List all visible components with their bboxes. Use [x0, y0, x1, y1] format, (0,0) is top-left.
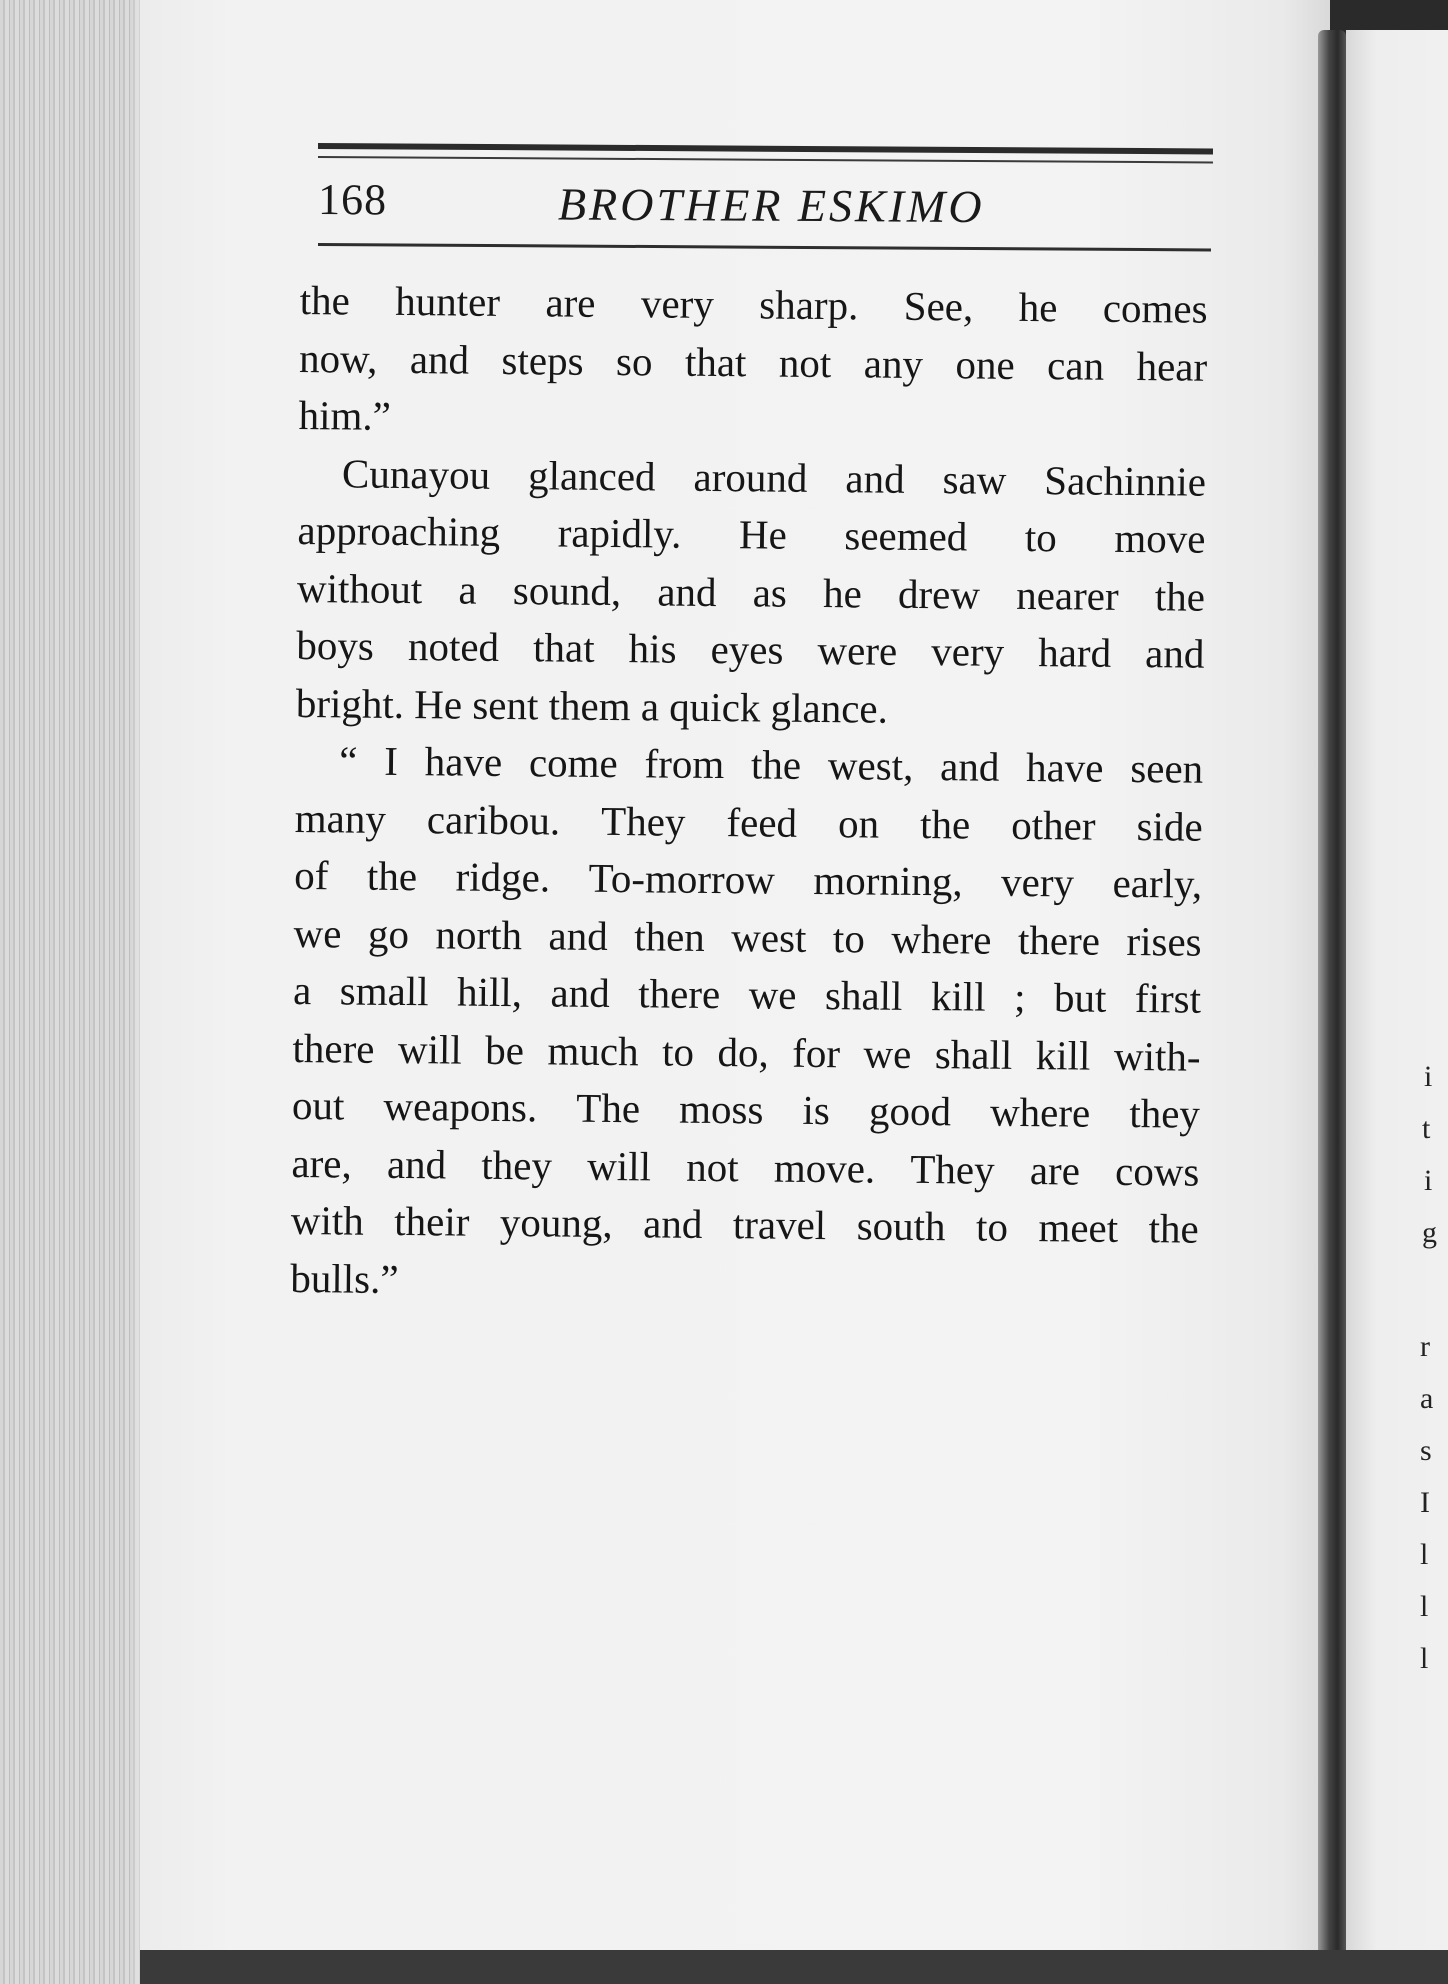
word: where: [989, 1088, 1091, 1136]
word: as: [752, 568, 788, 616]
text-line: [296, 617, 1205, 683]
word: They: [910, 1145, 995, 1193]
word: side: [1136, 802, 1203, 850]
word: The: [576, 1084, 641, 1132]
word: there: [292, 1024, 375, 1072]
word: He: [738, 511, 788, 558]
facing-page-fragment: s: [1420, 1434, 1432, 1467]
word: one: [955, 340, 1015, 388]
text-line: [298, 444, 1207, 510]
word: is: [802, 1086, 831, 1134]
body-text: [290, 272, 1208, 1316]
facing-page-fragment: l: [1420, 1642, 1429, 1675]
word: and: [409, 335, 470, 383]
word: boys: [296, 621, 375, 669]
word: drew: [897, 570, 981, 618]
word: come: [528, 739, 618, 787]
word: have: [424, 738, 503, 785]
word: very: [931, 628, 1005, 675]
word: Sachinnie: [1044, 456, 1207, 505]
word: his: [628, 625, 677, 672]
word: to: [1024, 513, 1058, 561]
word: west: [731, 913, 807, 961]
facing-page-fragment: r: [1420, 1330, 1430, 1363]
word: a: [292, 966, 312, 1014]
text-line: [297, 502, 1206, 568]
word: feed: [726, 798, 798, 846]
word: seen: [1130, 744, 1204, 792]
text-line: [297, 559, 1206, 625]
word: a: [458, 566, 477, 613]
word: are: [545, 279, 596, 326]
word: of: [293, 851, 329, 899]
word: be: [485, 1026, 525, 1073]
word: ridge.: [455, 853, 551, 901]
word: first: [1134, 975, 1202, 1022]
word: have: [1025, 743, 1104, 791]
word: there: [1017, 916, 1101, 964]
word: can: [1046, 341, 1105, 389]
word: now,: [298, 334, 378, 382]
text-line: [294, 789, 1203, 855]
word: the: [299, 276, 351, 324]
word: we: [748, 971, 797, 1018]
text-line: [293, 904, 1202, 970]
word: move.: [773, 1144, 876, 1192]
word: To-morrow: [588, 854, 776, 903]
word: that: [684, 338, 747, 385]
word: do,: [717, 1028, 769, 1076]
word: noted: [407, 623, 500, 670]
word: to: [661, 1028, 695, 1075]
word: and: [548, 911, 608, 959]
word: moss: [678, 1085, 764, 1133]
word: young,: [499, 1198, 613, 1247]
word: and: [845, 454, 905, 502]
word: the: [750, 741, 802, 788]
running-head: [318, 174, 1213, 245]
word: they: [1129, 1090, 1201, 1137]
word: Cunayou: [341, 449, 491, 498]
word: seemed: [844, 512, 968, 560]
scan-bottom-edge: [140, 1950, 1448, 1984]
word: with: [290, 1196, 365, 1244]
word: will: [586, 1142, 652, 1189]
word: steps: [501, 336, 584, 384]
word: cows: [1114, 1147, 1200, 1195]
word: and: [657, 567, 717, 615]
word: shall: [934, 1030, 1013, 1078]
word: very: [1000, 858, 1075, 906]
word: early,: [1112, 859, 1203, 907]
text-line: him.”: [298, 391, 392, 439]
word: were: [817, 626, 898, 674]
text-line: [292, 1077, 1201, 1143]
word: north: [435, 910, 523, 958]
word: will: [397, 1025, 463, 1073]
word: west,: [827, 742, 914, 789]
word: there: [638, 970, 721, 1018]
text-line: bright. He sent them a quick glance.: [295, 679, 889, 732]
word: hill,: [456, 968, 523, 1016]
word: the: [1154, 572, 1206, 620]
facing-page-fragment: i: [1424, 1060, 1433, 1093]
facing-page-fragment: I: [1420, 1486, 1430, 1519]
word: go: [367, 910, 410, 957]
facing-page-fragment: g: [1422, 1216, 1437, 1249]
word: the: [366, 852, 418, 900]
facing-page-fragment: t: [1422, 1112, 1431, 1145]
word: kill: [1035, 1031, 1091, 1079]
word: then: [633, 912, 706, 960]
word: hunter: [395, 277, 501, 325]
word: shall: [824, 972, 903, 1019]
text-line: [291, 1192, 1200, 1258]
word: any: [863, 339, 924, 387]
text-line: [294, 847, 1203, 913]
word: sharp.: [759, 281, 859, 329]
word: much: [547, 1026, 639, 1074]
word: and: [1144, 630, 1205, 677]
facing-page-fragment: l: [1420, 1538, 1429, 1571]
word: hear: [1136, 342, 1208, 390]
word: “: [339, 737, 358, 784]
word: to: [975, 1203, 1009, 1250]
word: that: [532, 624, 595, 671]
word: we: [293, 909, 342, 956]
word: sound,: [512, 566, 622, 614]
word: to: [832, 914, 866, 961]
word: ;: [1013, 973, 1026, 1020]
word: See,: [903, 282, 974, 330]
word: good: [868, 1087, 952, 1135]
word: and: [939, 743, 1000, 790]
text-line: [292, 1019, 1201, 1085]
word: other: [1011, 801, 1096, 849]
word: saw: [942, 455, 1007, 503]
word: small: [339, 967, 429, 1015]
facing-page-fragment: a: [1420, 1382, 1434, 1415]
facing-page: [1346, 30, 1448, 1950]
text-line: [295, 732, 1204, 798]
word: their: [394, 1197, 470, 1245]
word: they: [481, 1141, 553, 1188]
word: hard: [1038, 629, 1112, 676]
word: glanced: [527, 451, 656, 499]
word: and: [642, 1200, 703, 1247]
word: so: [615, 337, 653, 384]
word: around: [693, 453, 808, 501]
word: rises: [1126, 917, 1202, 965]
text-line: [299, 329, 1208, 395]
text-line: bulls.”: [290, 1254, 399, 1302]
word: for: [792, 1029, 841, 1076]
word: morning,: [813, 856, 963, 905]
word: are,: [291, 1139, 352, 1187]
word: out: [291, 1081, 345, 1129]
word: the: [1148, 1205, 1199, 1252]
word: weapons.: [383, 1082, 538, 1131]
word: the: [919, 800, 971, 847]
word: he: [1018, 283, 1058, 331]
word: but: [1053, 974, 1107, 1021]
word: eyes: [710, 625, 784, 673]
facing-page-fragment: i: [1424, 1164, 1433, 1197]
page-number: 168: [317, 175, 388, 225]
word: without: [296, 564, 423, 612]
word: on: [837, 799, 880, 847]
word: approaching: [297, 506, 501, 555]
word: he: [822, 569, 863, 616]
word: with-: [1113, 1032, 1201, 1080]
book-title: BROTHER ESKIMO: [557, 178, 985, 233]
word: I: [384, 737, 399, 784]
word: where: [891, 915, 992, 963]
word: we: [863, 1029, 912, 1077]
word: meet: [1038, 1204, 1119, 1251]
word: from: [644, 740, 725, 788]
word: They: [600, 797, 686, 845]
word: rapidly.: [557, 509, 682, 557]
word: south: [856, 1202, 946, 1250]
word: are: [1029, 1146, 1081, 1194]
word: travel: [732, 1201, 827, 1249]
text-line: [293, 962, 1202, 1028]
word: comes: [1102, 284, 1208, 332]
facing-page-fragment: l: [1420, 1590, 1429, 1623]
page-edges: [0, 0, 150, 1984]
word: not: [778, 339, 832, 386]
word: nearer: [1015, 571, 1119, 619]
word: and: [550, 969, 610, 1017]
word: caribou.: [426, 795, 561, 844]
word: very: [640, 280, 715, 327]
book-gutter: [1318, 30, 1346, 1970]
word: kill: [930, 973, 986, 1020]
text-line: [291, 1134, 1200, 1200]
word: move: [1114, 514, 1206, 562]
word: not: [685, 1143, 739, 1190]
word: many: [294, 794, 387, 842]
word: and: [386, 1140, 447, 1187]
text-line: [299, 272, 1208, 338]
